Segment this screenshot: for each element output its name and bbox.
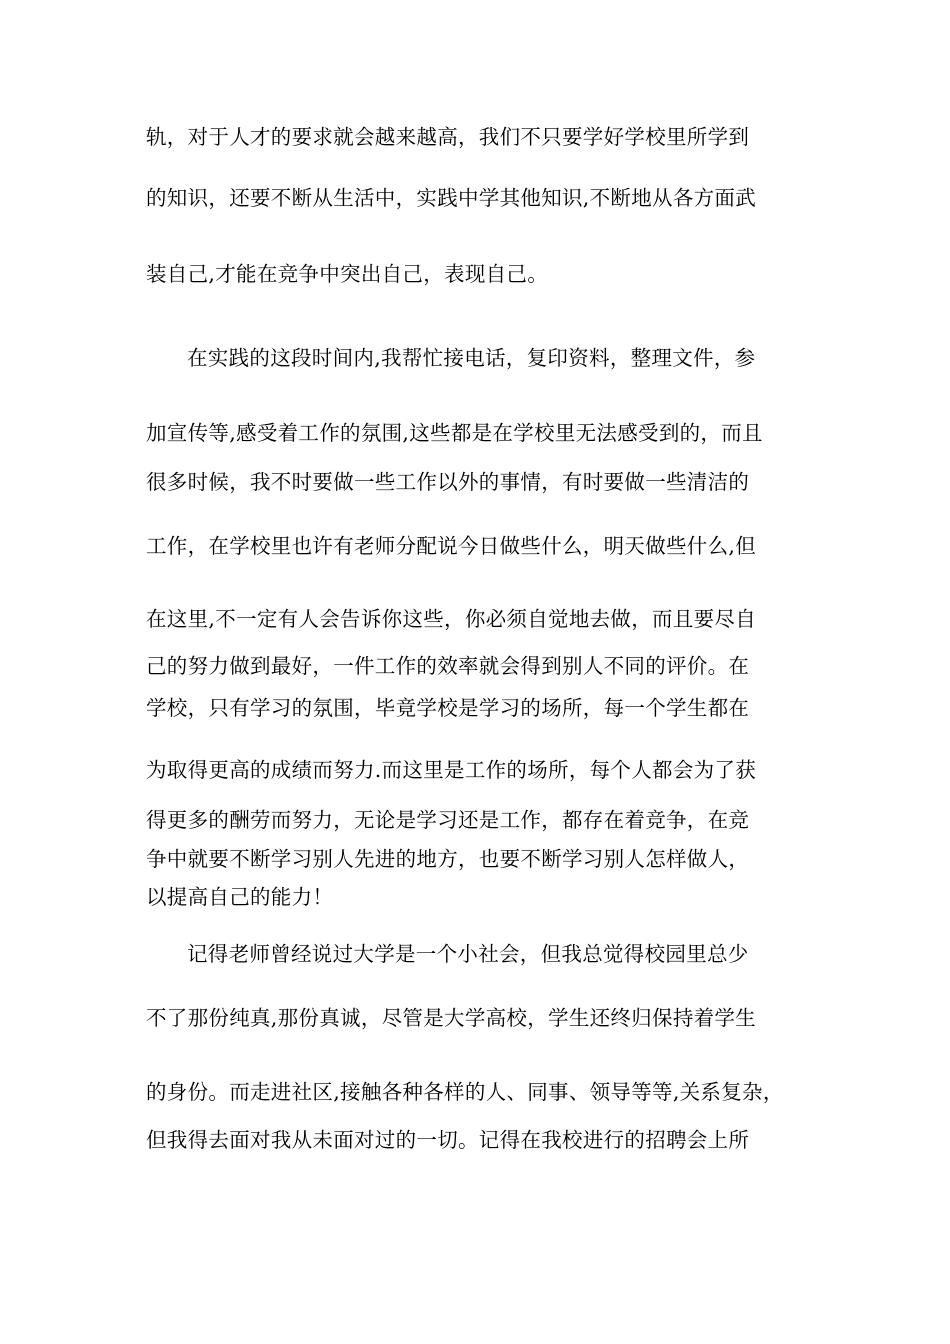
paragraph-line: 不了那份纯真,那份真诚，尽管是大学高校，学生还终归保持着学生 — [146, 1006, 757, 1030]
paragraph-line: 以提高自己的能力！ — [146, 885, 334, 909]
paragraph-line: 工作，在学校里也许有老师分配说今日做些什么，明天做些什么,但 — [146, 534, 757, 558]
paragraph-line: 加宣传等,感受着工作的氛围,这些都是在学校里无法感受到的，而且 — [146, 421, 763, 445]
paragraph-line: 得更多的酬劳而努力，无论是学习还是工作，都存在着竞争，在竞 — [146, 808, 750, 832]
paragraph-line: 学校，只有学习的氛围，毕竟学校是学习的场所，每一个学生都在 — [146, 696, 750, 720]
paragraph-line: 记得老师曾经说过大学是一个小社会，但我总觉得校园里总少 — [187, 942, 749, 966]
paragraph-line: 在这里,不一定有人会告诉你这些，你必须自觉地去做，而且要尽自 — [146, 607, 757, 631]
paragraph-line: 的知识，还要不断从生活中，实践中学其他知识,不断地从各方面武 — [146, 186, 757, 210]
paragraph-line: 很多时候，我不时要做一些工作以外的事情，有时要做一些清洁的 — [146, 470, 750, 494]
paragraph-line: 争中就要不断学习别人先进的地方，也要不断学习别人怎样做人， — [146, 847, 750, 871]
paragraph-line: 在实践的这段时间内,我帮忙接电话，复印资料，整理文件，参 — [187, 346, 756, 370]
paragraph-line: 的身份。而走进社区,接触各种各样的人、同事、领导等等,关系复杂， — [146, 1080, 784, 1104]
paragraph-line: 己的努力做到最好，一件工作的效率就会得到别人不同的评价。在 — [146, 654, 750, 678]
paragraph-line: 但我得去面对我从未面对过的一切。记得在我校进行的招聘会上所 — [146, 1128, 750, 1152]
paragraph-line: 轨，对于人才的要求就会越来越高，我们不只要学好学校里所学到 — [146, 125, 750, 149]
paragraph-line: 为取得更高的成绩而努力.而这里是工作的场所，每个人都会为了获 — [146, 758, 757, 782]
paragraph-line: 装自己,才能在竞争中突出自己，表现自己。 — [146, 262, 549, 286]
